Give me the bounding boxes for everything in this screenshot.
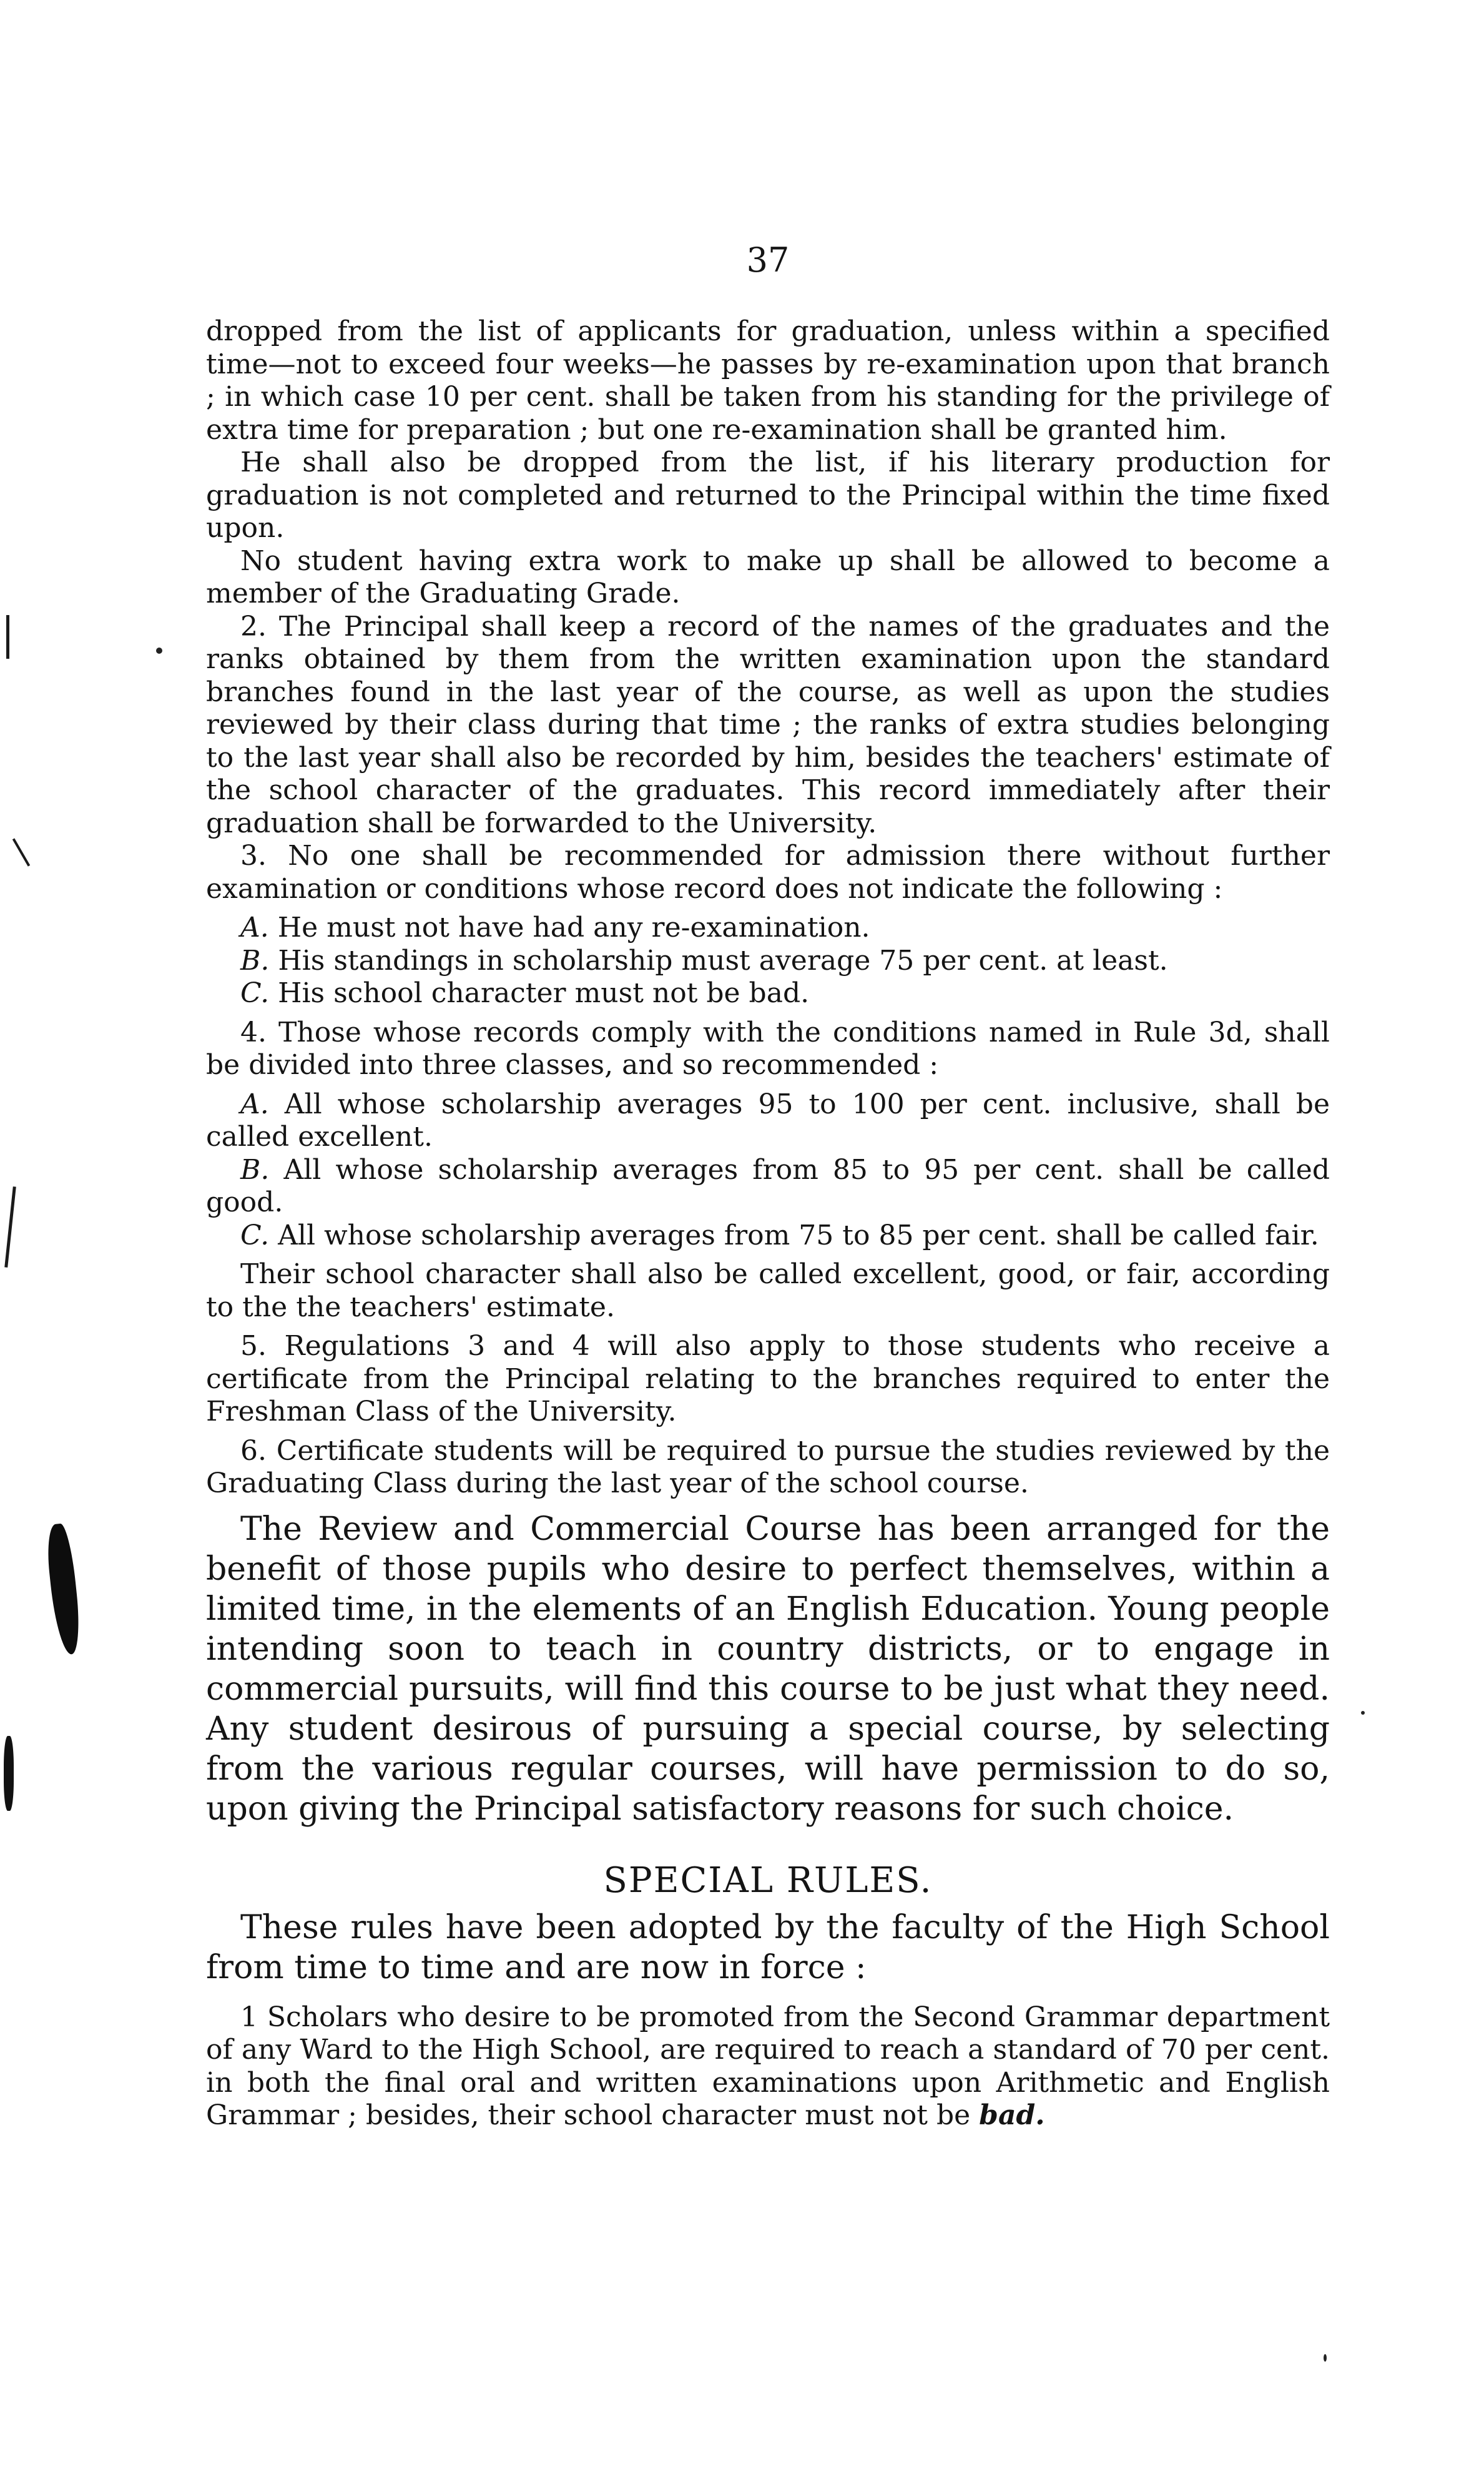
paragraph-school-character: Their school character shall also be called excellent, good, or fair, according to the the teachers' estimate. bbox=[206, 1258, 1330, 1323]
item-text: All whose scholarship averages 95 to 100 per cent. inclusive, shall be called excellent. bbox=[206, 1088, 1330, 1153]
special-rule-1 bbox=[206, 2001, 1330, 2132]
paragraph-dropped-from-list: dropped from the list of applicants for graduation, unless within a specified time—not to exceed four weeks—he passes by re-examination upon that branch ; in which case 10 per cent. shall be taken from his standing for the privilege of extra time for preparation ; but one re-examination shall be granted him. bbox=[206, 315, 1330, 446]
item-text: His school character must not be bad. bbox=[278, 977, 810, 1009]
item-label: A. bbox=[240, 912, 269, 944]
item-text: His standings in scholarship must average 75 per cent. at least. bbox=[278, 944, 1168, 977]
ink-blot bbox=[44, 1522, 83, 1655]
item-text: He must not have had any re-examination. bbox=[277, 912, 870, 944]
paragraph-rule-5-regulations: 5. Regulations 3 and 4 will also apply to those students who receive a certificate from the Principal relating to the branches required to enter the Freshman Class of the University. bbox=[206, 1330, 1330, 1427]
special-rules-heading: SPECIAL RULES. bbox=[603, 1860, 933, 1901]
item-text: All whose scholarship averages from 75 to 85 per cent. shall be called fair. bbox=[278, 1219, 1319, 1251]
rule-4-item-a bbox=[206, 1088, 1330, 1154]
item-text: All whose scholarship averages from 85 to 95 per cent. shall be called good. bbox=[206, 1153, 1330, 1218]
paragraph-rule-4-classes: 4. Those whose records comply with the conditions named in Rule 3d, shall be divided into three classes, and so recommended : bbox=[206, 1016, 1330, 1081]
item-label: C. bbox=[240, 977, 270, 1009]
special-rule-1-text: 1 Scholars who desire to be promoted from the Second Grammar department of any Ward to the High School, are required to reach a standard of 70 per cent. in both the final oral and written examinations upon Arithmetic and English Grammar ; besides, their school character must not be bbox=[206, 2001, 1330, 2131]
ink-speck bbox=[1324, 2354, 1327, 2362]
paragraph-rule-3-admission: 3. No one shall be recommended for admission there without further examination or conditions whose record does not indicate the following : bbox=[206, 840, 1330, 905]
paragraph-rule-2-record: 2. The Principal shall keep a record of the names of the graduates and the ranks obtained by them from the written examination upon the standard branches found in the last year of the course, as well as upon the studies reviewed by their class during that time ; the ranks of extra studies belonging to the last year shall also be recorded by him, besides the teachers' estimate of the school character of the graduates. This record immediately after their graduation shall be forwarded to the University. bbox=[206, 610, 1330, 839]
rule-4-item-c bbox=[206, 1220, 1330, 1253]
special-rules-intro: These rules have been adopted by the faculty of the High School from time to time and are now in force : bbox=[206, 1908, 1330, 1986]
ink-blot bbox=[4, 1736, 14, 1811]
item-label: A. bbox=[240, 1088, 269, 1120]
paragraph-extra-work: No student having extra work to make up shall be allowed to become a member of the Graduating Grade. bbox=[206, 545, 1330, 609]
item-label: B. bbox=[240, 944, 270, 977]
margin-mark bbox=[4, 1186, 16, 1268]
document-body bbox=[206, 315, 1330, 2132]
margin-mark bbox=[12, 838, 30, 866]
paragraph-literary-production: He shall also be dropped from the list, if his literary production for graduation is not completed and returned to the Principal within the time fixed upon. bbox=[206, 446, 1330, 544]
rule-3-item-a bbox=[206, 912, 1330, 945]
rule-3-item-b bbox=[206, 945, 1330, 978]
ink-speck bbox=[156, 648, 162, 654]
item-label: C. bbox=[240, 1219, 270, 1251]
rule-4-item-b bbox=[206, 1154, 1330, 1220]
page-number: 37 bbox=[746, 240, 790, 280]
margin-mark bbox=[6, 615, 9, 659]
rule-3-item-c bbox=[206, 977, 1330, 1010]
paragraph-rule-6-certificate: 6. Certificate students will be required to pursue the studies reviewed by the Graduating Class during the last year of the school course. bbox=[206, 1434, 1330, 1499]
special-rule-1-end: bad. bbox=[979, 2099, 1045, 2131]
paragraph-review-commercial-course: The Review and Commercial Course has been arranged for the benefit of those pupils who desire to perfect themselves, within a limited time, in the elements of an English Education. Young people intending soon to teach in country districts, or to engage in commercial pursuits, will find this course to be just what they need. Any student desirous of pursuing a special course, by selecting from the various regular courses, will have permission to do so, upon giving the Principal satisfactory reasons for such choice. bbox=[206, 1510, 1330, 1828]
item-label: B. bbox=[240, 1153, 270, 1186]
ink-speck bbox=[1361, 1711, 1365, 1715]
